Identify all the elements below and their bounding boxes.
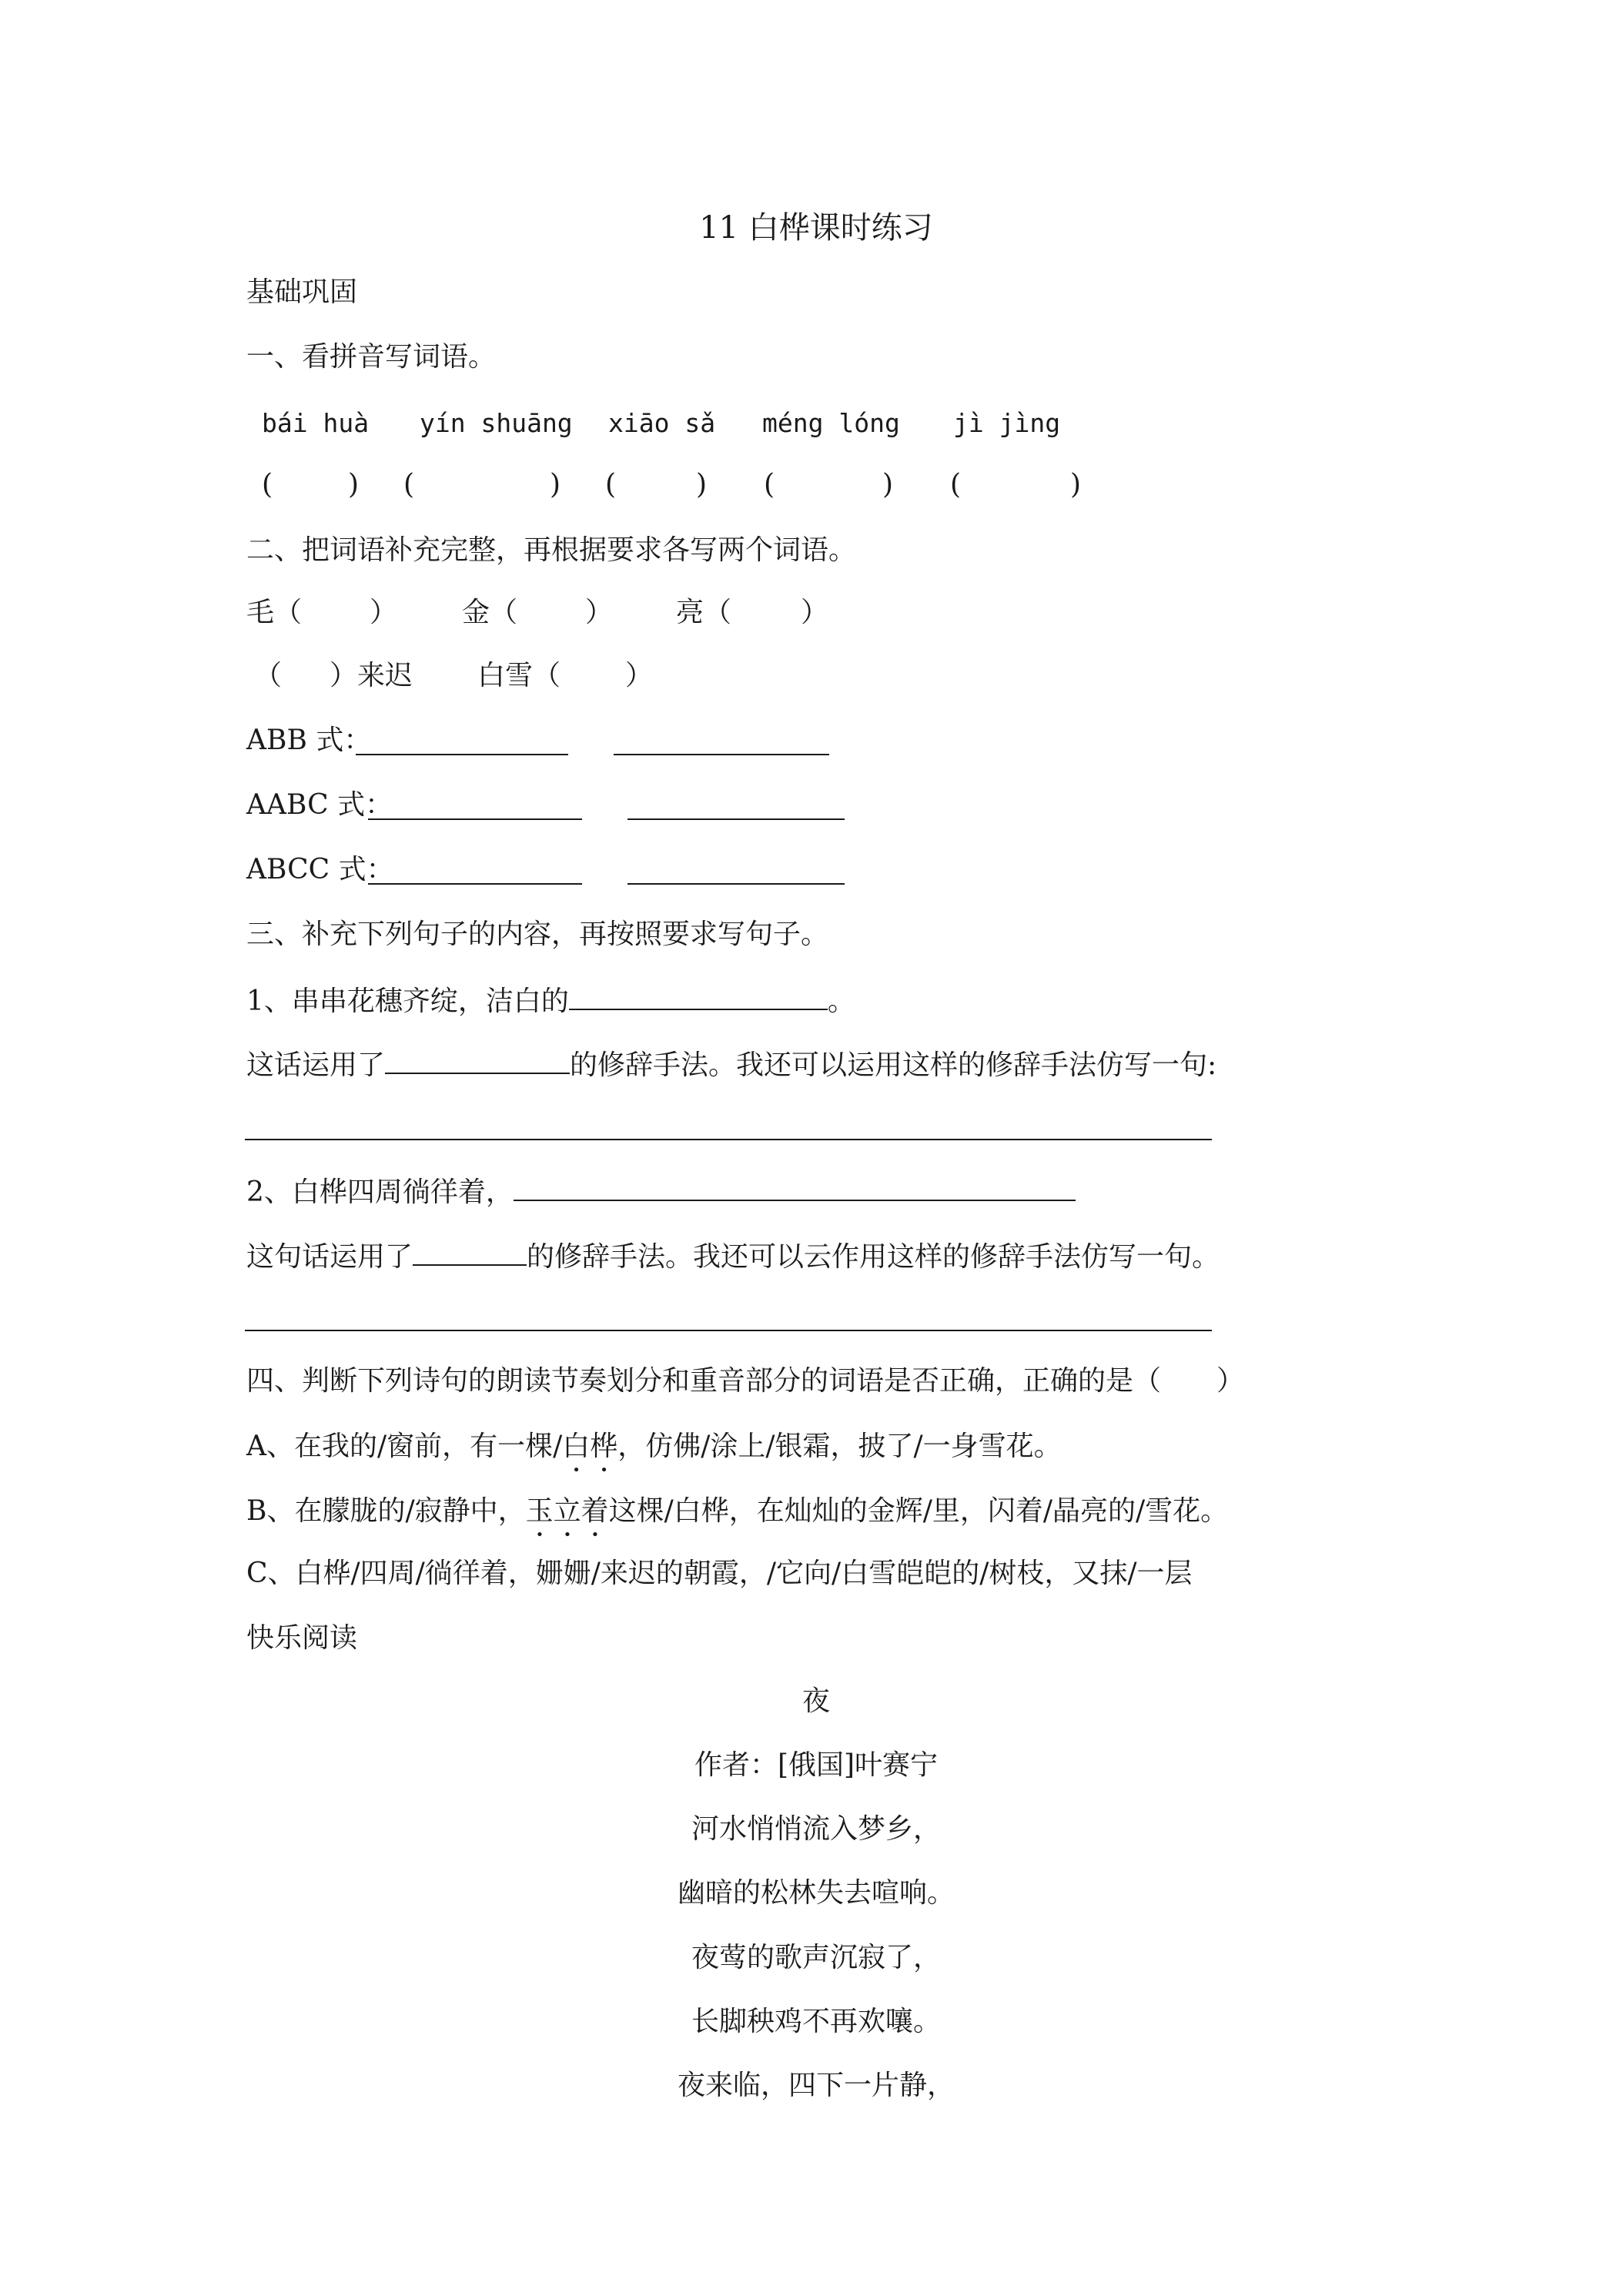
pinyin-4: méng lóng — [762, 408, 900, 438]
pinyin-5: jì jìng — [953, 408, 1061, 438]
q4-option-a-pre: A、在我的/窗前，有一棵/ — [246, 1431, 563, 1462]
answer-box-5-open: ( — [950, 469, 962, 500]
answer-box-5-close: ) — [1070, 469, 1082, 500]
abcc-label: ABCC 式： — [246, 854, 394, 885]
answer-box-2-open: ( — [403, 469, 415, 500]
q4-option-b-post: 这棵/白桦，在灿灿的金辉/里，闪着/晶亮的/雪花。 — [608, 1495, 1229, 1527]
q3-s2-rhetoric-pre: 这句话运用了 — [246, 1241, 413, 1273]
word-fill-liang-open: 亮（ — [676, 597, 732, 628]
q3-sentence-1-end: 。 — [827, 986, 855, 1017]
q4-option-b — [246, 1495, 1228, 1543]
q3-sentence-1 — [246, 986, 855, 1016]
q3-sentence-2 — [246, 1176, 1076, 1207]
answer-box-4-open: ( — [764, 469, 775, 500]
poem-line-1: 河水悄悄流入梦乡， — [691, 1813, 942, 1845]
aabc-answer-line-2 — [627, 818, 845, 820]
word-fill-laichi-close: ）来迟 — [330, 660, 413, 691]
q3-s1-rhetoric-blank — [385, 1049, 570, 1074]
poem-line-3: 夜莺的歌声沉寂了， — [691, 1942, 942, 1973]
answer-box-3-open: ( — [605, 469, 617, 500]
answer-box-2-close: ) — [550, 469, 561, 500]
word-fill-laichi-open: （ — [254, 660, 283, 691]
word-fill-mao-close: ） — [370, 597, 398, 628]
q3-s1-rhetoric-pre: 这话运用了 — [246, 1049, 386, 1081]
word-fill-liang-close: ） — [801, 597, 829, 628]
pinyin-1: bái huà — [262, 408, 370, 438]
abb-answer-line-1 — [356, 754, 568, 755]
poem-author: 作者：[俄国]叶赛宁 — [694, 1749, 939, 1781]
answer-box-1-close: ) — [348, 469, 360, 500]
answer-box-3-close: ) — [696, 469, 708, 500]
q3-heading: 三、补充下列句子的内容，再按照要求写句子。 — [246, 919, 829, 950]
q3-sentence-2-rhetoric — [246, 1241, 1220, 1271]
q3-s2-rhetoric-blank — [413, 1241, 527, 1266]
section-basic-heading: 基础巩固 — [246, 276, 358, 308]
word-fill-jin-close: ） — [585, 597, 614, 628]
q4-heading: 四、判断下列诗句的朗读节奏划分和重音部分的词语是否正确，正确的是（ ） — [246, 1365, 1245, 1397]
abcc-answer-line-1 — [368, 883, 582, 885]
answer-box-1-open: ( — [262, 469, 273, 500]
q3-s1-imitation-line — [245, 1139, 1212, 1140]
q4-option-c: C、白桦/四周/徜徉着，姗姗/来迟的朝霞，/它向/白雪皑皑的/树枝，又抹/一层 — [246, 1558, 1193, 1589]
q2-heading: 二、把词语补充完整，再根据要求各写两个词语。 — [246, 534, 857, 566]
q3-sentence-2-text: 2、白桦四周徜徉着， — [246, 1176, 514, 1208]
abb-answer-line-2 — [614, 754, 829, 755]
q4-option-a-emphasis: 白桦 — [562, 1431, 618, 1462]
pinyin-2: yín shuāng — [420, 408, 573, 438]
word-fill-baixue-close: ） — [625, 660, 654, 691]
page-title: 11 白桦课时练习 — [699, 210, 933, 246]
poem-line-5: 夜来临，四下一片静， — [677, 2070, 955, 2101]
q3-s2-imitation-line — [245, 1330, 1212, 1331]
q3-sentence-1-text: 1、串串花穗齐绽，洁白的 — [246, 986, 569, 1017]
word-fill-mao-open: 毛（ — [246, 597, 303, 628]
q4-option-a-post: ，仿佛/涂上/银霜，披了/一身雪花。 — [617, 1431, 1062, 1462]
abcc-answer-line-2 — [627, 883, 845, 885]
word-fill-jin-open: 金（ — [462, 597, 518, 628]
poem-line-4: 长脚秧鸡不再欢嚷。 — [691, 2006, 942, 2037]
pinyin-3: xiāo sǎ — [608, 408, 716, 438]
aabc-answer-line-1 — [368, 818, 582, 820]
q3-sentence-2-blank — [514, 1176, 1076, 1201]
q1-heading: 一、看拼音写词语。 — [246, 341, 497, 373]
answer-box-4-close: ) — [882, 469, 894, 500]
abb-label: ABB 式： — [246, 725, 372, 756]
aabc-label: AABC 式： — [246, 789, 393, 821]
q3-sentence-1-rhetoric — [246, 1049, 1216, 1079]
poem-title: 夜 — [801, 1685, 831, 1717]
q3-s2-rhetoric-post: 的修辞手法。我还可以云作用这样的修辞手法仿写一句。 — [527, 1241, 1220, 1273]
word-fill-baixue-open: 白雪（ — [477, 660, 561, 691]
q4-option-a — [246, 1431, 1062, 1478]
q3-sentence-1-blank — [569, 986, 828, 1010]
q4-option-b-emphasis: 玉立着 — [525, 1495, 609, 1527]
poem-line-2: 幽暗的松林失去喧响。 — [677, 1877, 955, 1909]
q3-s1-rhetoric-post: 的修辞手法。我还可以运用这样的修辞手法仿写一句: — [570, 1049, 1217, 1081]
q4-option-b-pre: B、在朦胧的/寂静中， — [246, 1495, 526, 1527]
section-reading-heading: 快乐阅读 — [246, 1622, 358, 1654]
